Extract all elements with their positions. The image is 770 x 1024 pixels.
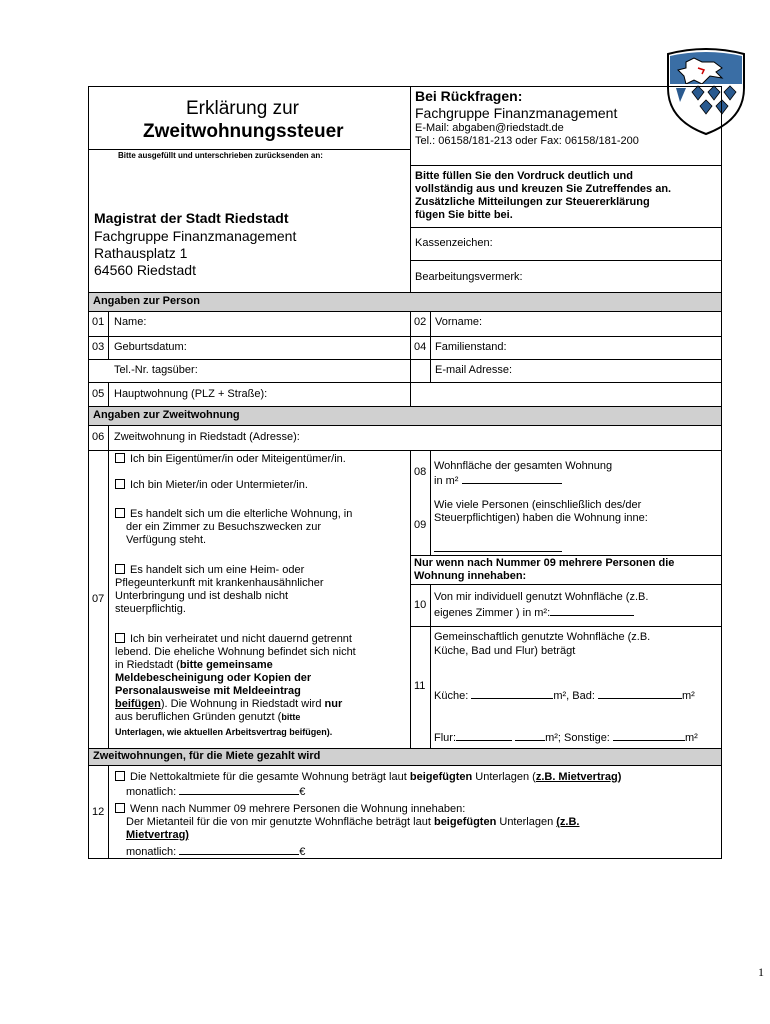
option-verheiratet-line6: beifügen). Die Wohnung in Riedstadt wird nur [115, 698, 343, 710]
checkbox-elterliche-wohnung[interactable] [115, 508, 125, 518]
address-name: Magistrat der Stadt Riedstadt [94, 210, 289, 226]
checkbox-eigentuemer[interactable] [115, 453, 125, 463]
section-title-person: Angaben zur Person [93, 295, 200, 307]
field-number-06: 06 [92, 431, 105, 443]
option-mietanteil[interactable]: Wenn nach Nummer 09 mehrere Personen die Wohnung innehaben: [115, 803, 465, 816]
field-number-07: 07 [92, 593, 105, 605]
field-number-08: 08 [414, 466, 427, 478]
field-number-01: 01 [92, 316, 105, 328]
contact-department: Fachgruppe Finanzmanagement [415, 105, 618, 121]
wohnflaeche-field[interactable]: in m² [434, 473, 562, 488]
gemeinschaftlich-label-line1: Gemeinschaftlich genutzte Wohnfläche (z.B. [434, 631, 651, 643]
option-heimunterkunft-line2: Pflegeunterkunft mit krankenhausähnlicher [115, 577, 324, 589]
field-number-03: 03 [92, 341, 105, 353]
option-elterliche-wohnung-line3: Verfügung steht. [126, 534, 207, 546]
option-heimunterkunft-line4: steuerpflichtig. [115, 603, 186, 615]
mietanteil-line2: Der Mietanteil für die von mir genutzte Wohnfläche beträgt laut beigefügten Unterlagen (z.B. [126, 816, 580, 828]
flur-sonstige-field[interactable]: Flur: m²; Sonstige: m² [434, 732, 698, 744]
familienstand-field[interactable]: Familienstand: [435, 341, 507, 353]
mietanteil-line3: Mietvertrag) [126, 829, 189, 841]
option-verheiratet-line8: Unterlagen, wie aktuellen Arbeitsvertrag beifügen). [115, 727, 333, 737]
option-verheiratet-line4: Meldebescheinigung oder Kopien der [115, 672, 312, 684]
geburtsdatum-field[interactable]: Geburtsdatum: [114, 341, 187, 353]
address-department: Fachgruppe Finanzmanagement [94, 228, 297, 244]
individuell-label: Von mir individuell genutzt Wohnfläche (z.B. [434, 591, 649, 603]
form-title-line2: Zweitwohnungssteuer [143, 121, 344, 142]
checkbox-mieter[interactable] [115, 479, 125, 489]
personen-label-line2: Steuerpflichtigen) haben die Wohnung inne: [434, 512, 648, 524]
option-verheiratet[interactable]: Ich bin verheiratet und nicht dauernd getrennt [115, 633, 352, 646]
mietanteil-monatlich-field[interactable]: monatlich: € [126, 846, 306, 858]
option-elterliche-wohnung-line2: der ein Zimmer zu Besuchszwecken zur [126, 521, 322, 533]
nur-wenn-note-line1: Nur wenn nach Nummer 09 mehrere Personen die [414, 557, 675, 569]
gemeinschaftlich-label-line2: Küche, Bad und Flur) beträgt [434, 645, 576, 657]
telefon-field[interactable]: Tel.-Nr. tagsüber: [114, 364, 198, 376]
contact-heading: Bei Rückfragen: [415, 88, 523, 104]
name-field[interactable]: Name: [114, 316, 147, 328]
option-verheiratet-line3: in Riedstadt (bitte gemeinsame [115, 659, 273, 671]
address-city: 64560 Riedstadt [94, 262, 196, 278]
field-number-09: 09 [414, 519, 427, 531]
checkbox-heimunterkunft[interactable] [115, 564, 125, 574]
form-title-line1: Erklärung zur [186, 98, 299, 119]
field-number-12: 12 [92, 806, 105, 818]
option-verheiratet-line5: Personalausweise mit Meldeeintrag [115, 685, 301, 697]
instructions-line1: Bitte füllen Sie den Vordruck deutlich und [415, 170, 633, 182]
checkbox-mietanteil[interactable] [115, 803, 125, 813]
checkbox-nettokaltmiete[interactable] [115, 771, 125, 781]
option-nettokaltmiete[interactable]: Die Nettokaltmiete für die gesamte Wohnung beträgt laut beigefügten Unterlagen (z.B. Mietvertrag) [115, 771, 621, 784]
contact-phone: Tel.: 06158/181-213 oder Fax: 06158/181-200 [415, 135, 639, 147]
contact-email: E-Mail: abgaben@riedstadt.de [415, 122, 564, 134]
option-heimunterkunft-line3: Unterbringung und ist deshalb nicht [115, 590, 289, 602]
personen-field[interactable] [434, 551, 562, 552]
kueche-bad-field[interactable]: Küche: m², Bad: m² [434, 690, 695, 702]
option-mieter[interactable]: Ich bin Mieter/in oder Untermieter/in. [115, 479, 308, 492]
return-note: Bitte ausgefüllt und unterschrieben zurücksenden an: [118, 151, 323, 160]
section-title-miete: Zweitwohnungen, für die Miete gezahlt wird [93, 750, 321, 762]
personen-label-line1: Wie viele Personen (einschließlich des/der [434, 499, 642, 511]
individuell-field[interactable]: eigenes Zimmer ) in m²: [434, 605, 634, 620]
wohnflaeche-label: Wohnfläche der gesamten Wohnung [434, 460, 613, 472]
bearbeitungsvermerk-label[interactable]: Bearbeitungsvermerk: [415, 271, 523, 283]
field-number-02: 02 [414, 316, 427, 328]
nettokaltmiete-monatlich-field[interactable]: monatlich: € [126, 786, 306, 798]
option-verheiratet-line2: lebend. Die eheliche Wohnung befindet sich nicht [115, 646, 356, 658]
field-number-10: 10 [414, 599, 427, 611]
option-elterliche-wohnung[interactable]: Es handelt sich um die elterliche Wohnung, in [115, 508, 352, 521]
checkbox-verheiratet[interactable] [115, 633, 125, 643]
nur-wenn-note-line2: Wohnung innehaben: [414, 570, 527, 582]
field-number-11: 11 [414, 680, 426, 692]
option-heimunterkunft[interactable]: Es handelt sich um eine Heim- oder [115, 564, 304, 577]
kassenzeichen-label[interactable]: Kassenzeichen: [415, 237, 493, 249]
section-title-zweitwohnung: Angaben zur Zweitwohnung [93, 409, 240, 421]
vorname-field[interactable]: Vorname: [435, 316, 483, 328]
instructions-line3: Zusätzliche Mitteilungen zur Steuererklärung [415, 196, 650, 208]
option-eigentuemer[interactable]: Ich bin Eigentümer/in oder Miteigentümer/in. [115, 453, 346, 466]
email-field[interactable]: E-mail Adresse: [435, 364, 513, 376]
instructions-line4: fügen Sie bitte bei. [415, 209, 513, 221]
field-number-05: 05 [92, 388, 105, 400]
page-number: 1 [758, 965, 764, 979]
field-number-04: 04 [414, 341, 427, 353]
address-street: Rathausplatz 1 [94, 245, 188, 261]
zweitwohnung-adresse-field[interactable]: Zweitwohnung in Riedstadt (Adresse): [114, 431, 300, 443]
instructions-line2: vollständig aus und kreuzen Sie Zutreffendes an. [415, 183, 672, 195]
option-verheiratet-line7: aus beruflichen Gründen genutzt (bitte [115, 711, 301, 723]
hauptwohnung-field[interactable]: Hauptwohnung (PLZ + Straße): [114, 388, 268, 400]
